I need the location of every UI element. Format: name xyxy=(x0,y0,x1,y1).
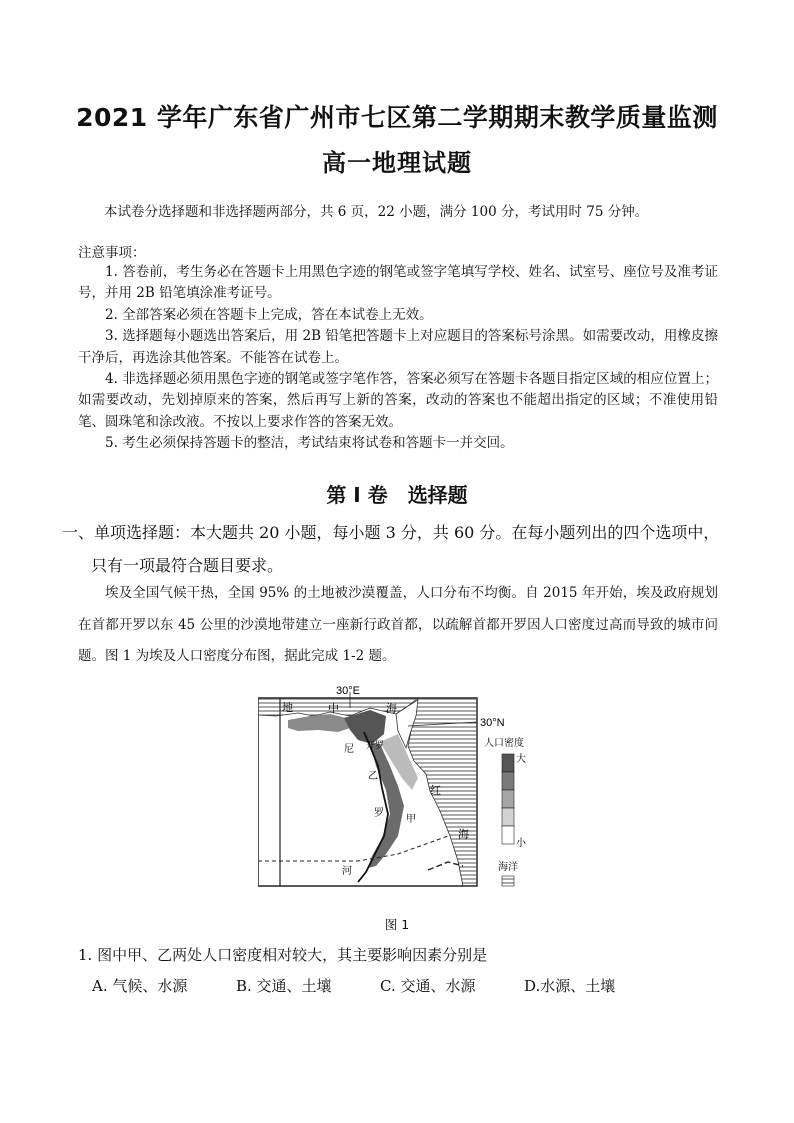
question-stem: 埃及全国气候干热，全国 95% 的土地被沙漠覆盖，人口分布不均衡。自 2015 年开始，埃及政府规划在首都开罗以东 45 公里的沙漠地带建立一座新行政首都，以疏解首都开罗因人口密度过高而导致的城市问题。图 1 为埃及人口密度分布图，据此完成 1-2 题。 xyxy=(78,585,718,664)
option-a[interactable]: A. 气候、水源 xyxy=(92,977,188,995)
option-b[interactable]: B. 交通、土壤 xyxy=(236,977,332,995)
lon-label: 30°E xyxy=(336,686,360,697)
red-sea-label-2: 海 xyxy=(458,828,469,841)
legend-low: 小 xyxy=(516,838,526,849)
cairo-label: 开罗 xyxy=(366,741,385,751)
place-yi-label: 乙 xyxy=(368,771,378,782)
sea-north-label-3: 海 xyxy=(386,702,397,715)
part-one-line2: 只有一项最符合题目要求。 xyxy=(91,556,284,575)
section-name: 第 I 卷 xyxy=(326,483,388,507)
lat-label: 30°N xyxy=(480,717,505,729)
legend-swatch xyxy=(502,754,514,772)
red-sea-label-1: 红 xyxy=(430,784,441,797)
section-type: 选择题 xyxy=(407,483,468,507)
legend-high: 大 xyxy=(516,754,526,765)
note-item: 5. 考生必须保持答题卡的整洁，考试结束将试卷和答题卡一并交回。 xyxy=(105,435,514,452)
note-item: 1. 答卷前，考生务必在答题卡上用黑色字迹的钢笔或签字笔填写学校、姓名、试室号、座位号及准考证号，并用 2B 铅笔填涂准考证号。 xyxy=(78,264,718,302)
legend-swatch xyxy=(502,808,514,826)
option-d[interactable]: D.水源、土壤 xyxy=(524,977,616,995)
figure-caption: 图 1 xyxy=(384,917,410,932)
legend-ocean-label: 海洋 xyxy=(498,862,518,873)
legend-swatch xyxy=(502,790,514,808)
note-item: 4. 非选择题必须用黑色字迹的钢笔或签字笔作答，答案必须写在答题卡各题目指定区域的相应位置上；如需要改动，先划掉原来的答案，然后再写上新的答案，改动的答案也不能超出指定的区域；不准使用铅笔、圆珠笔和涂改液。不按以上要求作答的答案无效。 xyxy=(78,371,718,430)
exam-title: 2021 学年广东省广州市七区第二学期期末教学质量监测 xyxy=(76,103,718,132)
legend-ocean-swatch xyxy=(502,876,514,886)
sea-north-label-2: 中 xyxy=(328,702,339,715)
note-item: 3. 选择题每小题选出答案后，用 2B 铅笔把答题卡上对应题目的答案标号涂黑。如需要改动，用橡皮擦干净后，再选涂其他答案。不能答在试卷上。 xyxy=(78,328,718,366)
egypt-population-map xyxy=(258,686,530,902)
exam-intro: 本试卷分选择题和非选择题两部分，共 6 页，22 小题，满分 100 分，考试用时 75 分钟。 xyxy=(104,204,649,220)
exam-subtitle: 高一地理试题 xyxy=(322,149,472,177)
part-one-instructions xyxy=(62,516,722,582)
note-item: 2. 全部答案必须在答题卡上完成，答在本试卷上无效。 xyxy=(105,306,433,323)
option-c[interactable]: C. 交通、水源 xyxy=(380,977,476,995)
notes-list xyxy=(78,262,718,455)
section-heading xyxy=(0,479,794,508)
legend-swatch xyxy=(502,826,514,844)
nile-label-1: 尼 xyxy=(344,744,354,755)
nile-label-2: 罗 xyxy=(374,808,384,819)
legend-swatch xyxy=(502,772,514,790)
question-1-options xyxy=(92,975,615,996)
part-one-line1: 一、单项选择题：本大题共 20 小题，每小题 3 分，共 60 分。在每小题列出的四个选项中， xyxy=(62,523,720,542)
legend-title: 人口密度 xyxy=(484,738,524,749)
nile-label-3: 河 xyxy=(342,866,352,877)
question-1-text: 1. 图中甲、乙两处人口密度相对较大，其主要影响因素分别是 xyxy=(78,946,488,964)
place-jia-label: 甲 xyxy=(406,814,416,825)
sea-north-label-1: 地 xyxy=(282,701,293,714)
notes-heading: 注意事项： xyxy=(78,245,146,261)
